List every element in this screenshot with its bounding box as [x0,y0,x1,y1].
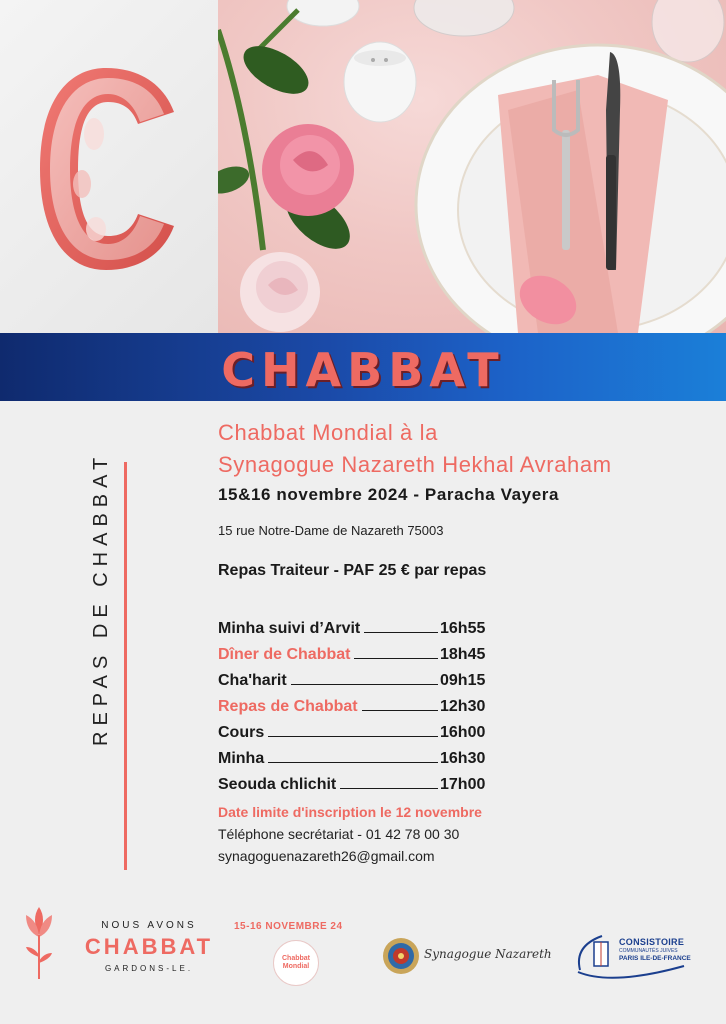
leader-line [268,762,438,763]
leader-line [340,788,438,789]
schedule-label: Seouda chlichit [218,776,337,793]
schedule-time: 09h15 [440,672,486,689]
schedule-time: 12h30 [440,698,486,715]
headline-line-2: Synagogue Nazareth Hekhal Avraham [218,452,612,477]
decor-panel [0,0,218,333]
schedule-label: Cha'harit [218,672,287,689]
schedule-time: 16h30 [440,750,486,767]
registration-deadline: Date limite d'inscription le 12 novembre [218,804,482,820]
schedule-row [218,690,498,716]
headline-line-1: Chabbat Mondial à la [218,420,438,445]
circle-logo-text: Chabbat Mondial [282,955,310,970]
footer-dates: 15-16 NOVEMBRE 24 [234,921,343,932]
leader-line [364,632,438,633]
synagogue-mandala-icon [382,937,420,975]
schedule-row [218,664,498,690]
footer-nous-avons: NOUS AVONS [101,920,197,931]
table-setting-illustration [218,0,726,333]
leader-line [268,736,438,737]
schedule-row [218,768,498,794]
schedule-time: 16h55 [440,620,486,637]
schedule-label: Dîner de Chabbat [218,646,351,663]
synagogue-name: Synagogue Nazareth [424,947,552,961]
meal-info: Repas Traiteur - PAF 25 € par repas [218,562,487,579]
schedule-time: 17h00 [440,776,486,793]
decorative-letter-c [34,64,184,274]
schedule-label: Minha suivi d’Arvit [218,620,361,637]
footer-chabbat: CHABBAT [84,934,214,959]
consistoire-title: CONSISTOIRE [619,937,685,947]
leader-line [354,658,438,659]
schedule-row [218,638,498,664]
event-address: 15 rue Notre-Dame de Nazareth 75003 [218,523,444,538]
title-banner [0,333,726,401]
table-setting-photo [218,0,726,333]
lotus-flower-icon [22,905,56,981]
schedule-row [218,716,498,742]
contact-phone: Téléphone secrétariat - 01 42 78 00 30 [218,826,460,842]
consistoire-region: PARIS ILE-DE-FRANCE [619,955,691,962]
consistoire-subtitle: COMMUNAUTÉS JUIVES [619,948,678,954]
contact-email: synagoguenazareth26@gmail.com [218,848,435,864]
schedule-time: 16h00 [440,724,486,741]
leader-line [291,684,438,685]
schedule-label: Minha [218,750,265,767]
schedule-row [218,742,498,768]
schedule-row [218,612,498,638]
event-date: 15&16 novembre 2024 - Paracha Vayera [218,485,560,504]
leader-line [362,710,438,711]
schedule-label: Repas de Chabbat [218,698,358,715]
schedule-list [218,612,498,794]
schedule-label: Cours [218,724,265,741]
side-divider [124,462,127,870]
banner-title: CHABBAT [221,343,505,397]
schedule-time: 18h45 [440,646,486,663]
footer-gardons: GARDONS-LE. [104,964,194,973]
side-label: REPAS DE CHABBAT [90,451,112,746]
chabbat-mondial-logo [273,940,319,986]
